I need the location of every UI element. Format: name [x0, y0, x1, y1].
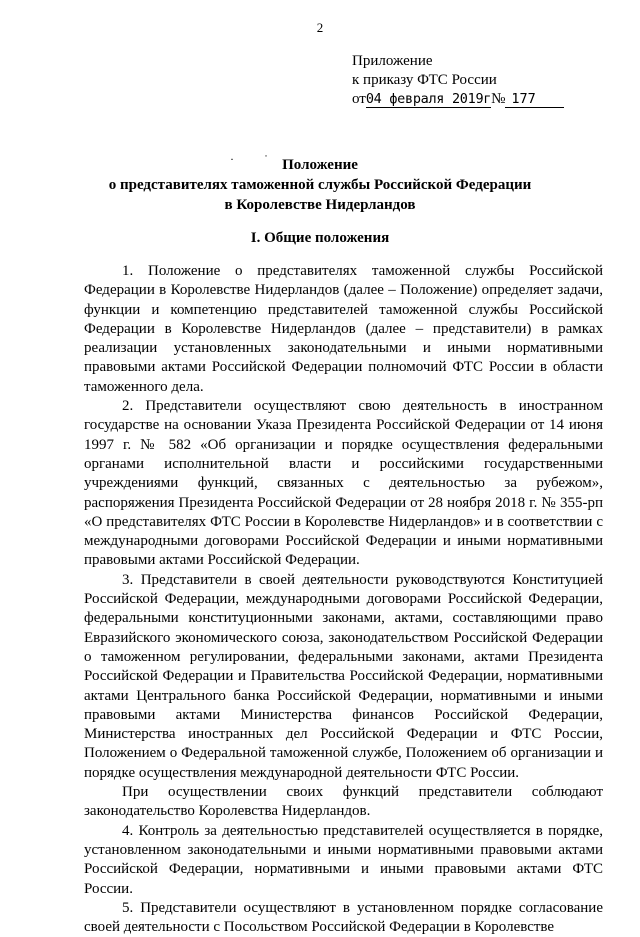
scan-specks: ·˙ [230, 152, 298, 166]
title-line-2: о представителях таможенной службы Российской Федерации [108, 177, 532, 193]
appendix-block [352, 52, 564, 109]
order-number: 177 [505, 91, 563, 108]
document-title [0, 155, 640, 215]
number-prefix: № [491, 91, 506, 107]
paragraph-2: 2. Представители осуществляют свою деятельность в иностранном государстве на основании Указа Президента Российской Федерации от 14 июня 1997 г. № 582 «Об организации и порядке осуществления федеральными органами исполнительной власти и российскими государственными учреждениями функций, связанных с деятельностью за рубежом», распоряжения Президента Российской Федерации от 28 ноября 2018 г. № 355-рп «О представителях ФТС России в Королевстве Нидерландов» и в соответствии с международными договорами Российской Федерации и иными нормативными правовыми актами Российской Федерации. [84, 398, 603, 569]
appendix-order-ref: к приказу ФТС России [352, 72, 497, 88]
appendix-label: Приложение [352, 53, 433, 69]
paragraph-5: 5. Представители осуществляют в установленном порядке согласование своей деятельности с Посольством Российской Федерации в Королевстве [84, 899, 603, 936]
date-prefix: от [352, 91, 366, 107]
body-text [84, 262, 603, 937]
paragraph-3: 3. Представители в своей деятельности руководствуются Конституцией Российской Федерации, международными договорами Российской Федерации, федеральными конституционными законами, актами, составляющими право Евразийского экономического союза, законодательством Российской Федерации о таможенном регулировании, федеральными законами, актами Президента Российской Федерации и Правительства Российской Федерации, нормативными актами Центрального банка Российской Федерации, нормативными и иными правовыми актами Министерства финансов Российской Федерации, Министерства иностранных дел Российской Федерации и ФТС России, Положением о Федеральной таможенной службе, Положением об организации и порядке осуществления международной деятельности ФТС России. [84, 571, 603, 781]
paragraph-1: 1. Положение о представителях таможенной службы Российской Федерации в Королевстве Нидерландов (далее – Положение) определяет задачи, функции и компетенцию представителей таможенной службы Российской Федерации в Королевстве Нидерландов (далее – представители) в рамках реализации установленных законодательными и иными нормативными правовыми актами Российской Федерации полномочий ФТС России в области таможенного дела. [84, 263, 603, 395]
paragraph-3-continued: При осуществлении своих функций представители соблюдают законодательство Королевства Нидерландов. [84, 784, 603, 820]
paragraph-4: 4. Контроль за деятельностью представителей осуществляется в порядке, установленном законодательными и иными нормативными правовыми актами Российской Федерации, нормативными и иными правовыми актами ФТС России. [84, 822, 603, 897]
order-date: 04 февраля 2019г [365, 91, 492, 107]
title-line-3: в Королевстве Нидерландов [224, 197, 416, 213]
title-line-1: Положение [282, 157, 358, 173]
order-date-number-line [352, 90, 564, 109]
page-number: 2 [316, 20, 324, 35]
section-heading: I. Общие положения [250, 230, 390, 246]
